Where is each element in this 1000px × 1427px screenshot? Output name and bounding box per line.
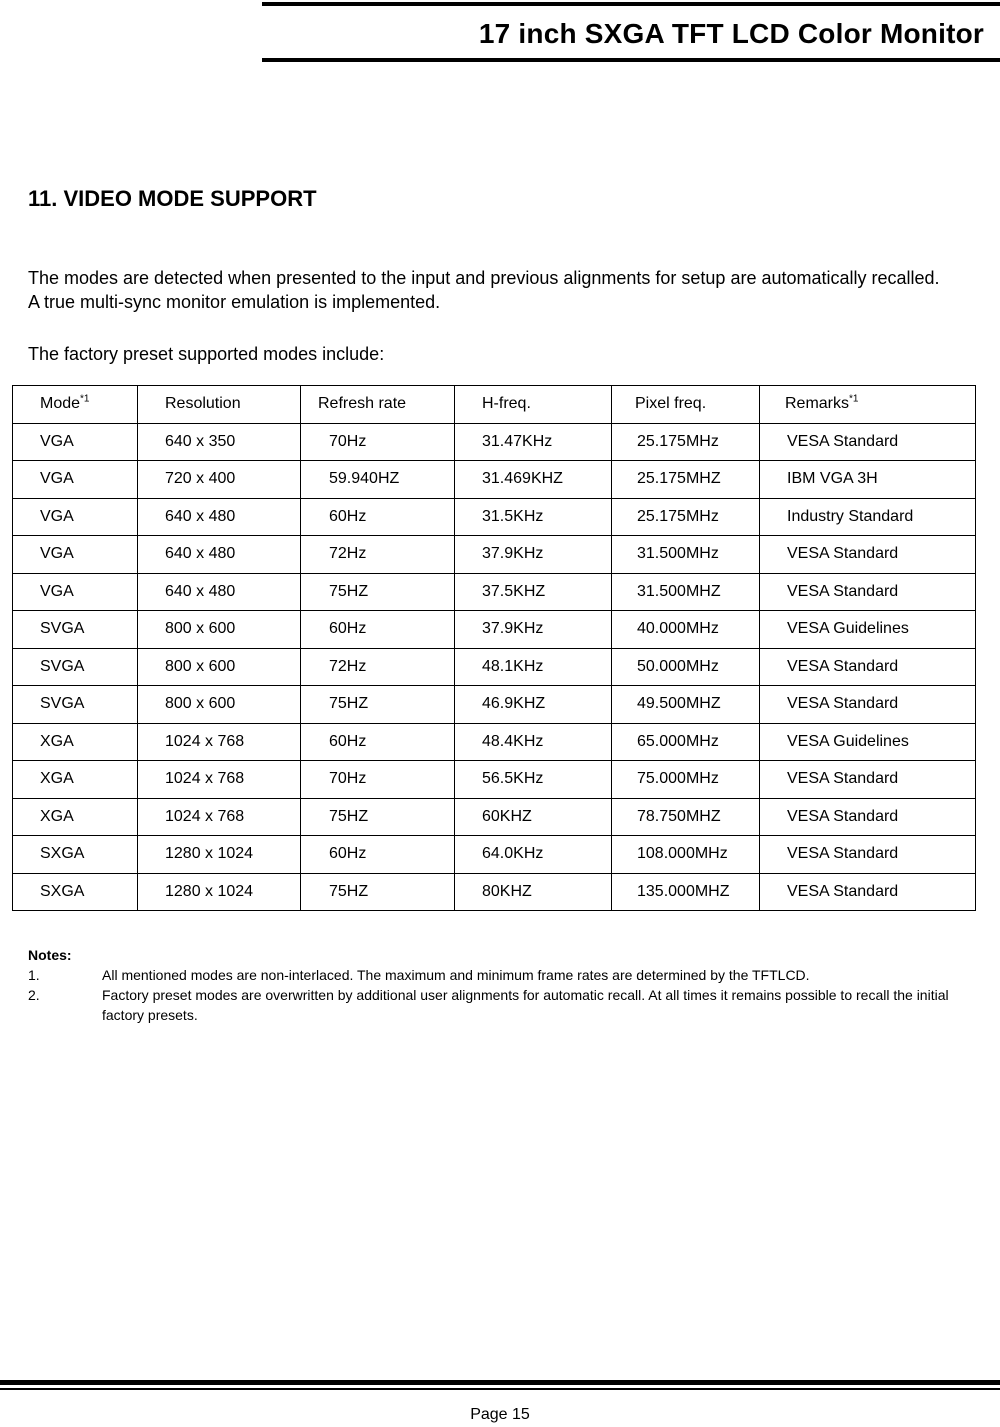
cell-resolution: 1280 x 1024 <box>138 873 301 911</box>
cell-refresh-rate: 75HZ <box>301 798 455 836</box>
table-header-row <box>13 386 976 424</box>
header-remarks <box>760 386 976 424</box>
cell-pixel-freq: 25.175MHz <box>612 498 760 536</box>
note-number: 1. <box>28 967 40 983</box>
footer-rule-thick <box>0 1380 1000 1385</box>
cell-h-freq: 56.5KHz <box>455 761 612 799</box>
table-row <box>13 648 976 686</box>
note-text: Factory preset modes are overwritten by additional user alignments for automatic recall. At all times it remains possible to recall the initial factory presets. <box>102 987 949 1023</box>
header-mode <box>13 386 138 424</box>
cell-remarks: VESA Standard <box>760 761 976 799</box>
cell-remarks: VESA Standard <box>760 873 976 911</box>
cell-resolution: 800 x 600 <box>138 686 301 724</box>
cell-h-freq: 80KHZ <box>455 873 612 911</box>
table-row <box>13 761 976 799</box>
page-number: Page 15 <box>470 1406 530 1423</box>
note-item <box>28 965 968 985</box>
header-rule-top <box>262 2 1000 6</box>
cell-h-freq: 46.9KHZ <box>455 686 612 724</box>
cell-h-freq: 64.0KHz <box>455 836 612 874</box>
cell-mode: SVGA <box>13 686 138 724</box>
cell-remarks: VESA Standard <box>760 686 976 724</box>
cell-mode: VGA <box>13 573 138 611</box>
cell-resolution: 640 x 480 <box>138 498 301 536</box>
cell-pixel-freq: 50.000MHz <box>612 648 760 686</box>
cell-refresh-rate: 60Hz <box>301 498 455 536</box>
cell-h-freq: 31.469KHZ <box>455 461 612 499</box>
cell-resolution: 640 x 350 <box>138 423 301 461</box>
header-remarks-label: Remarks <box>785 395 850 413</box>
cell-pixel-freq: 25.175MHz <box>612 423 760 461</box>
cell-refresh-rate: 60Hz <box>301 723 455 761</box>
header-remarks-footnote: *1 <box>849 393 859 405</box>
cell-refresh-rate: 75HZ <box>301 873 455 911</box>
preset-modes-text: The factory preset supported modes include: <box>28 344 385 364</box>
cell-pixel-freq: 31.500MHZ <box>612 573 760 611</box>
cell-mode: SXGA <box>13 836 138 874</box>
table-row <box>13 686 976 724</box>
cell-pixel-freq: 75.000MHz <box>612 761 760 799</box>
cell-h-freq: 37.9KHz <box>455 611 612 649</box>
header-refresh-rate: Refresh rate <box>301 386 455 424</box>
cell-pixel-freq: 78.750MHZ <box>612 798 760 836</box>
table-row <box>13 498 976 536</box>
cell-remarks: VESA Standard <box>760 573 976 611</box>
cell-resolution: 1024 x 768 <box>138 723 301 761</box>
header-pixel-freq: Pixel freq. <box>612 386 760 424</box>
cell-remarks: VESA Guidelines <box>760 611 976 649</box>
cell-refresh-rate: 70Hz <box>301 761 455 799</box>
cell-h-freq: 31.47KHz <box>455 423 612 461</box>
table-row <box>13 611 976 649</box>
cell-h-freq: 31.5KHz <box>455 498 612 536</box>
cell-h-freq: 48.4KHz <box>455 723 612 761</box>
cell-remarks: VESA Standard <box>760 536 976 574</box>
cell-pixel-freq: 108.000MHz <box>612 836 760 874</box>
cell-h-freq: 48.1KHz <box>455 648 612 686</box>
table-row <box>13 536 976 574</box>
cell-h-freq: 37.5KHZ <box>455 573 612 611</box>
header-mode-label: Mode <box>40 395 81 413</box>
table-row <box>13 461 976 499</box>
cell-resolution: 1024 x 768 <box>138 761 301 799</box>
cell-mode: XGA <box>13 798 138 836</box>
cell-resolution: 1024 x 768 <box>138 798 301 836</box>
cell-resolution: 640 x 480 <box>138 536 301 574</box>
cell-h-freq: 60KHZ <box>455 798 612 836</box>
footer-rule-thin <box>0 1388 1000 1390</box>
header-mode-footnote: *1 <box>80 393 90 405</box>
cell-remarks: VESA Standard <box>760 423 976 461</box>
cell-remarks: VESA Standard <box>760 798 976 836</box>
cell-mode: VGA <box>13 536 138 574</box>
cell-refresh-rate: 75HZ <box>301 686 455 724</box>
cell-resolution: 640 x 480 <box>138 573 301 611</box>
cell-refresh-rate: 70Hz <box>301 423 455 461</box>
table-body <box>13 423 976 911</box>
cell-refresh-rate: 60Hz <box>301 836 455 874</box>
cell-pixel-freq: 31.500MHz <box>612 536 760 574</box>
document-title: 17 inch SXGA TFT LCD Color Monitor <box>478 18 984 49</box>
section-title: 11. VIDEO MODE SUPPORT <box>28 186 317 211</box>
cell-refresh-rate: 72Hz <box>301 536 455 574</box>
cell-pixel-freq: 135.000MHZ <box>612 873 760 911</box>
cell-remarks: VESA Guidelines <box>760 723 976 761</box>
table-row <box>13 836 976 874</box>
header-resolution: Resolution <box>138 386 301 424</box>
table-row <box>13 723 976 761</box>
cell-pixel-freq: 65.000MHz <box>612 723 760 761</box>
table-row <box>13 798 976 836</box>
cell-mode: SVGA <box>13 611 138 649</box>
cell-mode: SVGA <box>13 648 138 686</box>
cell-resolution: 1280 x 1024 <box>138 836 301 874</box>
cell-mode: SXGA <box>13 873 138 911</box>
cell-remarks: VESA Standard <box>760 836 976 874</box>
note-item <box>28 985 968 1025</box>
cell-mode: VGA <box>13 498 138 536</box>
cell-refresh-rate: 75HZ <box>301 573 455 611</box>
cell-resolution: 800 x 600 <box>138 611 301 649</box>
cell-mode: VGA <box>13 461 138 499</box>
cell-resolution: 720 x 400 <box>138 461 301 499</box>
table-row <box>13 573 976 611</box>
cell-remarks: VESA Standard <box>760 648 976 686</box>
notes-section <box>28 945 968 1025</box>
cell-refresh-rate: 60Hz <box>301 611 455 649</box>
table-row <box>13 873 976 911</box>
intro-paragraph: The modes are detected when presented to the input and previous alignments for setup are automatically recalled. A true multi-sync monitor emulation is implemented. <box>28 268 940 312</box>
notes-title: Notes: <box>28 947 72 963</box>
cell-refresh-rate: 72Hz <box>301 648 455 686</box>
cell-pixel-freq: 25.175MHZ <box>612 461 760 499</box>
cell-resolution: 800 x 600 <box>138 648 301 686</box>
note-text: All mentioned modes are non-interlaced. The maximum and minimum frame rates are determined by the TFTLCD. <box>102 967 810 983</box>
cell-h-freq: 37.9KHz <box>455 536 612 574</box>
cell-pixel-freq: 40.000MHz <box>612 611 760 649</box>
cell-remarks: IBM VGA 3H <box>760 461 976 499</box>
cell-remarks: Industry Standard <box>760 498 976 536</box>
cell-pixel-freq: 49.500MHZ <box>612 686 760 724</box>
cell-mode: XGA <box>13 723 138 761</box>
header-rule-bottom <box>262 58 1000 62</box>
header-h-freq: H-freq. <box>455 386 612 424</box>
cell-mode: XGA <box>13 761 138 799</box>
note-number: 2. <box>28 987 40 1003</box>
table-row <box>13 423 976 461</box>
cell-mode: VGA <box>13 423 138 461</box>
cell-refresh-rate: 59.940HZ <box>301 461 455 499</box>
video-modes-table <box>12 385 976 911</box>
